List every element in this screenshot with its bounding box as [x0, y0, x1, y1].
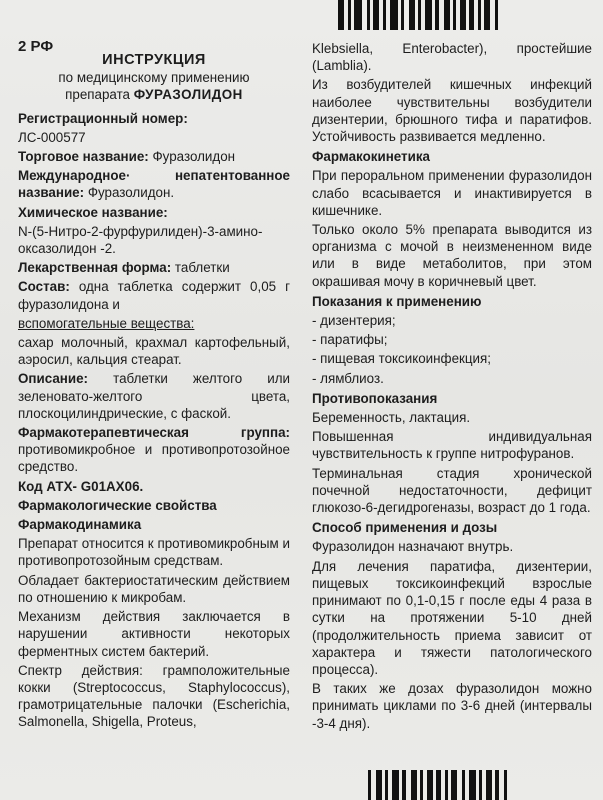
barcode-bottom: [368, 770, 507, 800]
left-column: [18, 52, 290, 733]
ind-heading: Показания к применению: [312, 293, 482, 309]
dose-paragraph-3: В таких же дозах фуразолидон можно принимать циклами по 3-6 дней (интервалы -3-4 дня).: [312, 681, 592, 731]
kin-paragraph-2: Только около 5% препарата выводится из организма с мочой в неизмененном виде или в виде метаболитов, при этом окрашивая мочу в коричневый цвет.: [312, 222, 592, 289]
atc-code: [18, 478, 290, 495]
dyn-paragraph-4: Спектр действия: грамположительные кокки (Streptococcus, Staphylococcus), грамотрицательные палочки (Escherichia, Salmonella, Shigella, Proteus,: [18, 662, 290, 730]
dose-paragraph-2: Для лечения паратифа, дизентерии, пищевых токсикоинфекций взрослые принимают по 0,1-0,15 г после еды 4 раза в сутки на протяжении 5-10 дней (продолжительность приема зависит от характера и тяжести патологического процесса).: [312, 558, 592, 677]
barcode-bar: [354, 0, 362, 30]
description: [18, 370, 290, 422]
document-subtitle: по медицинскому применению: [58, 70, 250, 86]
excipients-value: сахар молочный, крахмал картофельный, аэросил, кальция стеарат.: [18, 335, 290, 368]
inn-label: Международное· непатентованное название:: [18, 168, 290, 201]
page-number: 2 РФ: [18, 38, 54, 55]
ind-item-4: - лямблиоз.: [312, 370, 384, 386]
ind-item-1: - дизентерия;: [312, 313, 396, 329]
ind-item-3: - пищевая токсикоинфекция;: [312, 351, 491, 367]
reg-value: ЛС-000577: [18, 129, 86, 145]
dyn-heading: Фармакодинамика: [18, 517, 142, 533]
kin-heading: Фармакокинетика: [312, 149, 430, 165]
atc-label: Код АТХ-: [18, 478, 77, 494]
trade-name: [18, 148, 290, 165]
dyn-paragraph-2: Обладает бактериостатическим действием по отношению к микробам.: [18, 572, 290, 605]
drug-line: [18, 86, 290, 103]
barcode-bar: [390, 0, 398, 30]
atc-value: G01AX06.: [76, 478, 144, 494]
contra-heading: Противопоказания: [312, 390, 438, 406]
barcode-bar: [495, 0, 498, 30]
dose-heading: Способ применения и дозы: [312, 520, 498, 536]
pharm-group-label: Фармакотерапевтическая группа:: [18, 425, 290, 441]
barcode-bar: [469, 770, 476, 800]
spectrum-paragraph: Из возбудителей кишечных инфекций наиболее чувствительны возбудители дизентерии, брюшного тифа и паратифов. Устойчивость развивается медленно.: [312, 77, 592, 145]
dose-paragraph-1: Фуразолидон назначают внутрь.: [312, 539, 514, 555]
chem-value: N-(5-Нитро-2-фурфурилиден)-3-амино-оксазолидон -2.: [18, 223, 263, 257]
contra-paragraph-1: Беременность, лактация.: [312, 410, 471, 426]
barcode-bar: [392, 770, 399, 800]
comp-label: Состав:: [18, 279, 70, 295]
props-heading: Фармакологические свойства: [18, 497, 217, 513]
dosage-form: [18, 259, 290, 276]
spectrum-continued: Klebsiella, Enterobacter), простейшие (Lamblia).: [312, 41, 592, 74]
pharm-group: [18, 424, 290, 476]
barcode-top: [338, 0, 498, 30]
barcode-bar: [504, 770, 507, 800]
desc-value: таблетки желтого или зеленовато-желтого цвета, плоскоцилиндрические, с фаской.: [18, 371, 290, 421]
desc-label: Описание:: [18, 371, 89, 387]
contra-paragraph-3: Терминальная стадия хронической почечной недостаточности, дефицит глюкозо-6-дегидрогеназы, возраст до 1 года.: [312, 465, 592, 516]
ind-item-2: - паратифы;: [312, 332, 388, 348]
kin-paragraph-1: При пероральном применении фуразолидон слабо всасывается и инактивируется в кишечнике.: [312, 168, 592, 218]
right-column: [312, 40, 592, 734]
form-label: Лекарственная форма:: [18, 260, 172, 276]
dyn-paragraph-3: Механизм действия заключается в нарушении активности некоторых ферментных систем бактерий.: [18, 609, 290, 659]
drug-prefix: препарата: [65, 87, 130, 103]
inn-value: Фуразолидон.: [84, 185, 175, 201]
chem-label: Химическое название:: [18, 204, 168, 220]
composition: [18, 278, 290, 312]
document-title: ИНСТРУКЦИЯ: [102, 52, 206, 68]
drug-name: ФУРАЗОЛИДОН: [133, 87, 243, 103]
barcode-bar: [425, 0, 432, 30]
reg-label: Регистрационный номер:: [18, 110, 188, 126]
contra-paragraph-2: Повышенная индивидуальная чувствительность к группе нитрофуранов.: [312, 429, 592, 462]
trade-label: Торговое название:: [18, 149, 149, 165]
dyn-paragraph-1: Препарат относится к противомикробным и противопротозойным средствам.: [18, 536, 290, 569]
excipients-label: вспомогательные вещества:: [18, 315, 195, 331]
inn-name: [18, 167, 290, 201]
trade-value: Фуразолидон: [148, 149, 236, 165]
pharm-group-value: противомикробное и противопротозойное средство.: [18, 442, 290, 475]
form-value: таблетки: [171, 260, 230, 276]
comp-value: одна таблетка содержит 0,05 г фуразолидона и: [18, 279, 290, 312]
